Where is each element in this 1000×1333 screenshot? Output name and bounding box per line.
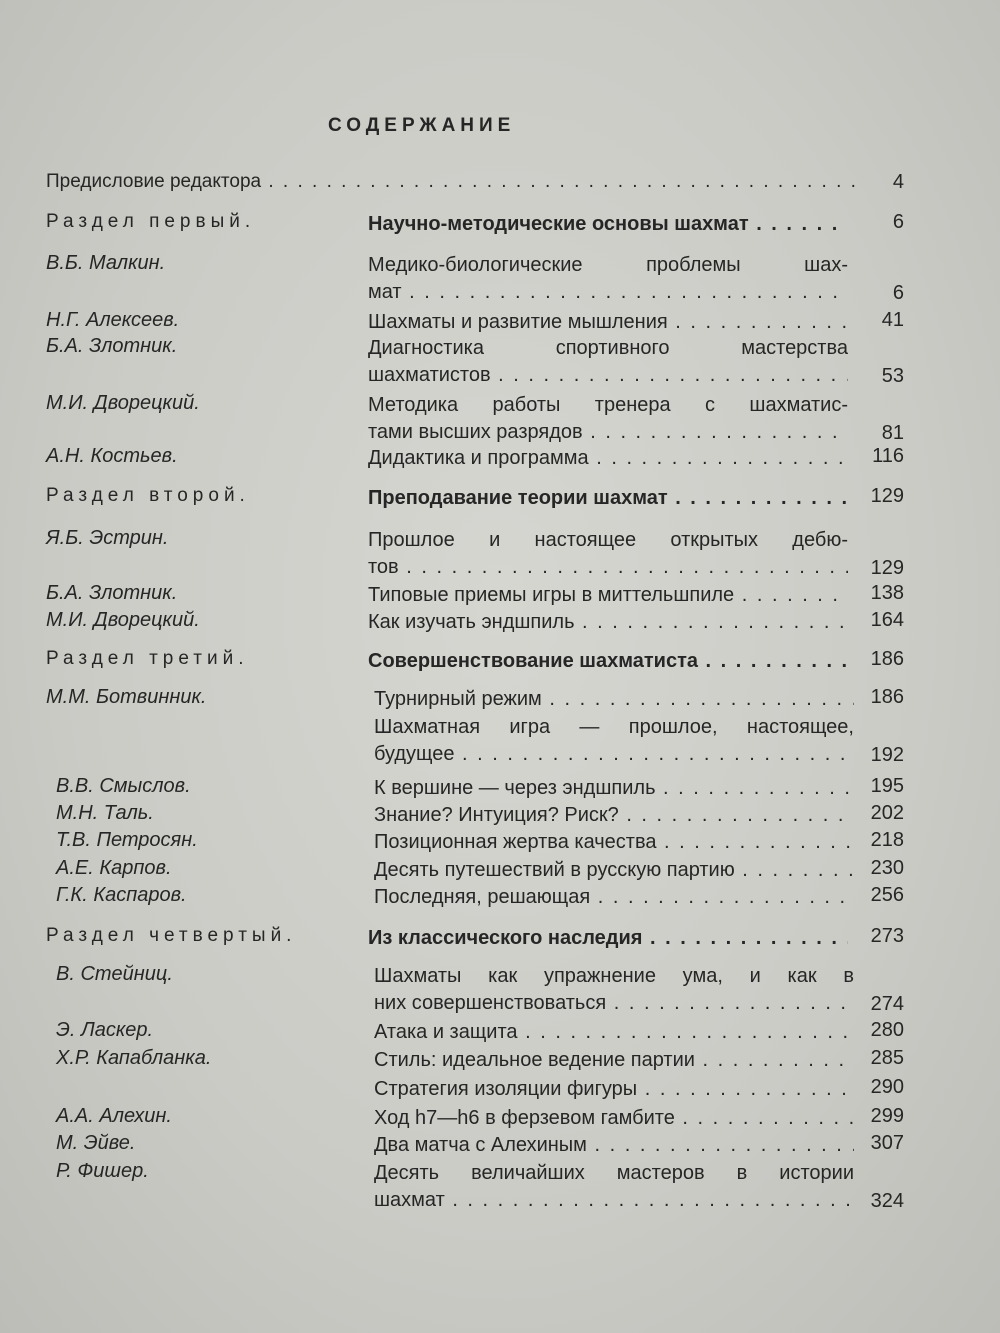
author-name: Х.Р. Капабланка. bbox=[56, 1047, 212, 1069]
entry-title bbox=[368, 582, 848, 609]
page-number: 41 bbox=[881, 309, 904, 331]
entry-title bbox=[374, 802, 854, 829]
section-label: Раздел четвертый. bbox=[46, 925, 297, 946]
entry-title-line: них совершенствоваться . . . bbox=[374, 990, 854, 1017]
entry-title bbox=[368, 445, 848, 472]
page-number: 230 bbox=[870, 857, 904, 879]
section-title-text: Научно-методические основы шахмат . . . bbox=[368, 211, 848, 238]
section-title-text: Из классического наследия . . . bbox=[368, 925, 848, 952]
author-name: Б.А. Злотник. bbox=[46, 582, 178, 604]
entry-title-line: Стиль: идеальное ведение партии . . . bbox=[374, 1047, 854, 1074]
entry-title-line: Атака и защита . . . bbox=[374, 1019, 854, 1046]
entry-title bbox=[374, 1160, 854, 1214]
page-number: 186 bbox=[870, 648, 904, 670]
page-number: 6 bbox=[892, 282, 904, 304]
section-title-text: Преподавание теории шахмат . . . bbox=[368, 485, 848, 512]
author-name: А.Е. Карпов. bbox=[56, 857, 172, 879]
author-name: В.В. Смыслов. bbox=[56, 775, 191, 797]
entry-title-line: тов . . . bbox=[368, 554, 848, 581]
page-number: 280 bbox=[870, 1019, 904, 1041]
entry-title-line: Турнирный режим . . . bbox=[374, 686, 854, 713]
section-label: Раздел первый. bbox=[46, 211, 256, 232]
page-number: 324 bbox=[870, 1190, 904, 1212]
page-number: 285 bbox=[870, 1047, 904, 1069]
author-name: Б.А. Злотник. bbox=[46, 335, 178, 357]
author-name: Э. Ласкер. bbox=[56, 1019, 154, 1041]
author-name: В. Стейниц. bbox=[56, 963, 173, 985]
page-number: 6 bbox=[892, 211, 904, 233]
author-name: Н.Г. Алексеев. bbox=[46, 309, 180, 331]
author-name: М.И. Дворецкий. bbox=[46, 609, 200, 631]
page-number: 53 bbox=[881, 365, 904, 387]
author-name: В.Б. Малкин. bbox=[46, 252, 166, 274]
foreword-page: 4 bbox=[892, 171, 904, 193]
page-number: 138 bbox=[870, 582, 904, 604]
entry-title-line: К вершине — через эндшпиль . . . bbox=[374, 775, 854, 802]
entry-title bbox=[374, 884, 854, 911]
entry-title bbox=[374, 775, 854, 802]
section-label: Раздел третий. bbox=[46, 648, 249, 669]
page-number: 186 bbox=[870, 686, 904, 708]
entry-title bbox=[368, 252, 848, 306]
entry-title bbox=[368, 335, 848, 389]
entry-title bbox=[374, 857, 854, 884]
entry-title bbox=[368, 609, 848, 636]
entry-title bbox=[368, 527, 848, 581]
page-number: 202 bbox=[870, 802, 904, 824]
entry-title-line: шахмат . . . bbox=[374, 1187, 854, 1214]
author-name: М.М. Ботвинник. bbox=[46, 686, 207, 708]
author-name: М.И. Дворецкий. bbox=[46, 392, 200, 414]
page-number: 81 bbox=[881, 422, 904, 444]
entry-title-line: Шахматы как упражнение ума, и как в bbox=[374, 965, 854, 987]
entry-title-line: шахматистов . . . bbox=[368, 362, 848, 389]
entry-title-line: Типовые приемы игры в миттельшпиле . . . bbox=[368, 582, 848, 609]
entry-title-line: Медико-биологические проблемы шах- bbox=[368, 254, 848, 276]
author-name: М. Эйве. bbox=[56, 1132, 136, 1154]
page-number: 195 bbox=[870, 775, 904, 797]
entry-title-line: Методика работы тренера с шахматис- bbox=[368, 394, 848, 416]
entry-title-line: Позиционная жертва качества . . . bbox=[374, 829, 854, 856]
entry-title-line: тами высших разрядов . . . bbox=[368, 419, 848, 446]
entry-title bbox=[374, 686, 854, 713]
entry-title-line: Два матча с Алехиным . . . bbox=[374, 1132, 854, 1159]
entry-title bbox=[368, 309, 848, 336]
page-number: 116 bbox=[872, 445, 904, 467]
entry-title-line: Последняя, решающая . . . bbox=[374, 884, 854, 911]
page-number: 290 bbox=[870, 1076, 904, 1098]
entry-title bbox=[374, 963, 854, 1017]
page-number: 164 bbox=[870, 609, 904, 631]
entry-title-line: Знание? Интуиция? Риск? . . . bbox=[374, 802, 854, 829]
author-name: Я.Б. Эстрин. bbox=[46, 527, 169, 549]
page-title: СОДЕРЖАНИЕ bbox=[328, 115, 516, 136]
entry-title-line: Диагностика спортивного мастерства bbox=[368, 337, 848, 359]
section-title bbox=[368, 925, 848, 952]
page-number: 273 bbox=[870, 925, 904, 947]
entry-title-line: Ход h7—h6 в ферзевом гамбите . . . bbox=[374, 1105, 854, 1132]
entry-title-line: Шахматы и развитие мышления . . . bbox=[368, 309, 848, 336]
page-number: 299 bbox=[870, 1105, 904, 1127]
page-number: 129 bbox=[870, 485, 904, 507]
page-number: 274 bbox=[870, 993, 904, 1015]
author-name: А.Н. Костьев. bbox=[46, 445, 178, 467]
entry-title bbox=[374, 1076, 854, 1103]
entry-title-line: Как изучать эндшпиль . . . bbox=[368, 609, 848, 636]
entry-title-line: Прошлое и настоящее открытых дебю- bbox=[368, 529, 848, 551]
author-name: Р. Фишер. bbox=[56, 1160, 149, 1182]
section-title bbox=[368, 648, 848, 675]
entry-title bbox=[374, 714, 854, 768]
author-name: Г.К. Каспаров. bbox=[56, 884, 187, 906]
author-name: Т.В. Петросян. bbox=[56, 829, 198, 851]
section-label: Раздел второй. bbox=[46, 485, 250, 506]
entry-title-line: Десять величайших мастеров в истории bbox=[374, 1162, 854, 1184]
entry-title-line: мат . . . bbox=[368, 279, 848, 306]
entry-title bbox=[374, 829, 854, 856]
section-title bbox=[368, 211, 848, 238]
entry-title-line: будущее . . . bbox=[374, 741, 854, 768]
page-number: 307 bbox=[870, 1132, 904, 1154]
entry-title-line: Дидактика и программа . . . bbox=[368, 445, 848, 472]
page-number: 192 bbox=[870, 744, 904, 766]
entry-title-line: Стратегия изоляции фигуры . . . bbox=[374, 1076, 854, 1103]
page-number: 218 bbox=[870, 829, 904, 851]
entry-title-line: Десять путешествий в русскую партию . . . bbox=[374, 857, 854, 884]
entry-title bbox=[374, 1019, 854, 1046]
section-title bbox=[368, 485, 848, 512]
page-number: 256 bbox=[870, 884, 904, 906]
author-name: А.А. Алехин. bbox=[56, 1105, 172, 1127]
section-title-text: Совершенствование шахматиста . . . bbox=[368, 648, 848, 675]
entry-title bbox=[374, 1105, 854, 1132]
foreword-title: Предисловие редактора . . . bbox=[46, 171, 856, 193]
entry-title bbox=[374, 1132, 854, 1159]
page-number: 129 bbox=[870, 557, 904, 579]
entry-title bbox=[368, 392, 848, 446]
entry-title-line: Шахматная игра — прошлое, настоящее, bbox=[374, 716, 854, 738]
entry-title bbox=[374, 1047, 854, 1074]
author-name: М.Н. Таль. bbox=[56, 802, 154, 824]
